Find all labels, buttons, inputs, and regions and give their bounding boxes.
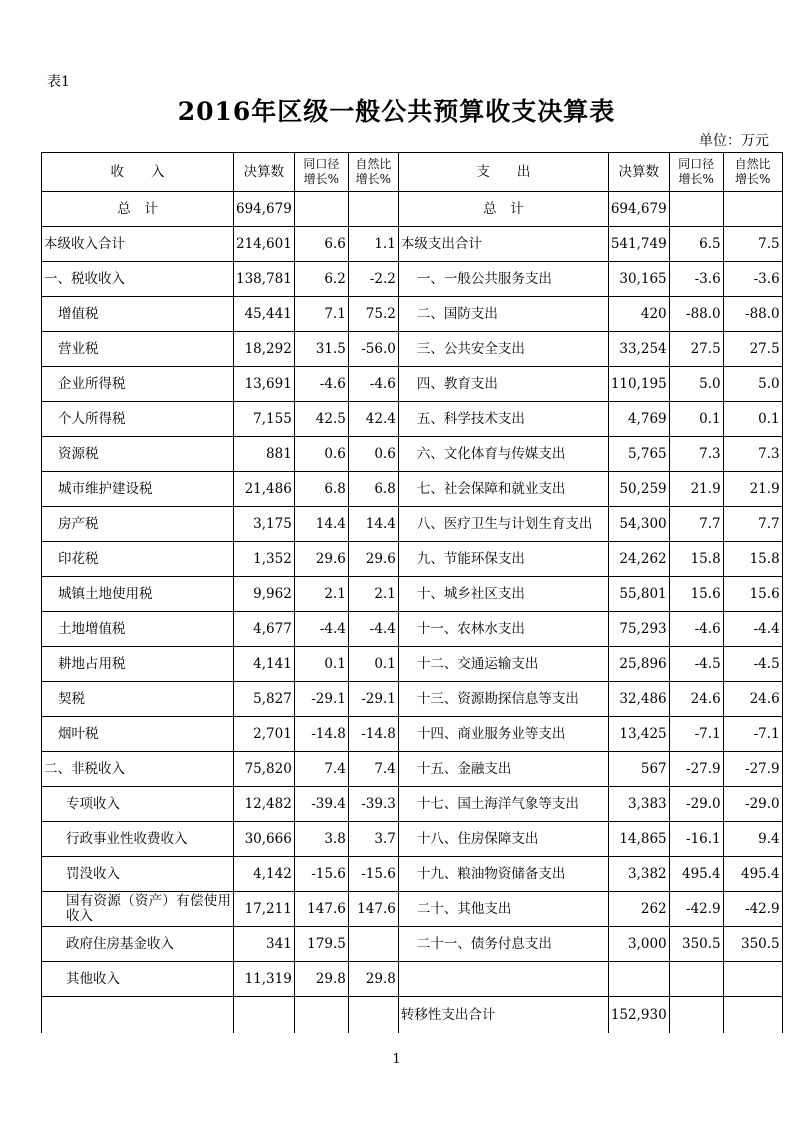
income-same-scope-growth: 2.1 <box>294 577 348 612</box>
income-amount: 5,827 <box>234 682 295 717</box>
expense-amount <box>608 962 669 997</box>
income-same-scope-growth: 0.1 <box>294 647 348 682</box>
table-row <box>42 787 783 822</box>
expense-same-scope-growth: -42.9 <box>669 892 723 927</box>
income-same-scope-growth <box>294 997 348 1034</box>
expense-amount: 50,259 <box>608 472 669 507</box>
expense-natural-growth: -7.1 <box>723 717 782 752</box>
expense-header: 支 出 <box>398 153 608 192</box>
expense-amount: 5,765 <box>608 437 669 472</box>
income-same-scope-growth: -4.6 <box>294 367 348 402</box>
income-amount: 4,142 <box>234 857 295 892</box>
expense-same-scope-growth: -88.0 <box>669 297 723 332</box>
expense-amount-header: 决算数 <box>608 153 669 192</box>
income-amount: 13,691 <box>234 367 295 402</box>
expense-amount: 3,382 <box>608 857 669 892</box>
income-amount: 4,141 <box>234 647 295 682</box>
expense-amount: 33,254 <box>608 332 669 367</box>
income-natural-growth: 3.7 <box>348 822 398 857</box>
expense-amount: 420 <box>608 297 669 332</box>
table-row <box>42 752 783 787</box>
expense-item-label: 四、教育支出 <box>398 367 608 402</box>
income-item-label: 行政事业性收费收入 <box>42 822 234 857</box>
income-natural-growth: 29.8 <box>348 962 398 997</box>
page-number: 1 <box>392 1052 401 1067</box>
income-natural-growth: 42.4 <box>348 402 398 437</box>
expense-amount: 14,865 <box>608 822 669 857</box>
income-amount: 45,441 <box>234 297 295 332</box>
income-natural-growth: 0.6 <box>348 437 398 472</box>
expense-same-scope-growth: 350.5 <box>669 927 723 962</box>
expense-item-label: 转移性支出合计 <box>398 997 608 1034</box>
income-amount <box>234 997 295 1034</box>
income-natural-growth: 1.1 <box>348 227 398 262</box>
table-row <box>42 612 783 647</box>
income-item-label: 罚没收入 <box>42 857 234 892</box>
income-natural-growth: -39.3 <box>348 787 398 822</box>
income-same-scope-growth: -29.1 <box>294 682 348 717</box>
expense-natural-growth: 7.5 <box>723 227 782 262</box>
income-item-label: 政府住房基金收入 <box>42 927 234 962</box>
income-amount: 7,155 <box>234 402 295 437</box>
expense-natural-growth: 15.6 <box>723 577 782 612</box>
expense-item-label: 二、国防支出 <box>398 297 608 332</box>
expense-natural-growth: 15.8 <box>723 542 782 577</box>
income-same-scope-growth: 42.5 <box>294 402 348 437</box>
expense-same-scope-growth: 21.9 <box>669 472 723 507</box>
expense-same-scope-growth: -16.1 <box>669 822 723 857</box>
expense-item-label: 二十、其他支出 <box>398 892 608 927</box>
expense-amount: 24,262 <box>608 542 669 577</box>
expense-amount: 55,801 <box>608 577 669 612</box>
expense-same-scope-growth: 7.7 <box>669 507 723 542</box>
expense-amount: 4,769 <box>608 402 669 437</box>
income-natural-growth: -4.6 <box>348 367 398 402</box>
expense-natural-growth: -3.6 <box>723 262 782 297</box>
table-row <box>42 367 783 402</box>
income-same-scope-growth: -15.6 <box>294 857 348 892</box>
income-item-label: 一、税收收入 <box>42 262 234 297</box>
expense-amount: 110,195 <box>608 367 669 402</box>
expense-natural-growth: 27.5 <box>723 332 782 367</box>
expense-total-amount: 694,679 <box>608 192 669 227</box>
table-row <box>42 647 783 682</box>
budget-table <box>41 152 783 1033</box>
expense-item-label: 十二、交通运输支出 <box>398 647 608 682</box>
income-natural-growth: 75.2 <box>348 297 398 332</box>
income-natural-growth: 7.4 <box>348 752 398 787</box>
expense-natural-growth <box>723 962 782 997</box>
income-same-scope-growth: 6.8 <box>294 472 348 507</box>
income-amount: 11,319 <box>234 962 295 997</box>
expense-same-scope-growth: -7.1 <box>669 717 723 752</box>
income-amount: 341 <box>234 927 295 962</box>
expense-natural-growth: -29.0 <box>723 787 782 822</box>
expense-item-label: 二十一、债务付息支出 <box>398 927 608 962</box>
expense-natural-growth: 350.5 <box>723 927 782 962</box>
income-amount: 18,292 <box>234 332 295 367</box>
income-same-scope-growth: 14.4 <box>294 507 348 542</box>
income-same-scope-growth: -39.4 <box>294 787 348 822</box>
income-natural-growth: 2.1 <box>348 577 398 612</box>
expense-item-label <box>398 962 608 997</box>
unit-label: 单位：万元 <box>699 133 769 149</box>
table-row <box>42 507 783 542</box>
income-amount: 9,962 <box>234 577 295 612</box>
expense-same-scope-growth: -29.0 <box>669 787 723 822</box>
expense-natural-growth: 7.7 <box>723 507 782 542</box>
table-row <box>42 857 783 892</box>
expense-amount: 3,383 <box>608 787 669 822</box>
income-item-label: 增值税 <box>42 297 234 332</box>
income-same-scope-growth: 31.5 <box>294 332 348 367</box>
income-amount: 75,820 <box>234 752 295 787</box>
expense-natural-growth: 9.4 <box>723 822 782 857</box>
income-amount: 138,781 <box>234 262 295 297</box>
income-amount: 3,175 <box>234 507 295 542</box>
expense-same-scope-growth: 5.0 <box>669 367 723 402</box>
expense-same-scope-growth: 15.8 <box>669 542 723 577</box>
expense-item-label: 三、公共安全支出 <box>398 332 608 367</box>
income-item-label: 二、非税收入 <box>42 752 234 787</box>
income-natural-growth: -29.1 <box>348 682 398 717</box>
expense-natural-growth: -42.9 <box>723 892 782 927</box>
expense-natural-growth <box>723 997 782 1034</box>
expense-same-scope-growth: 15.6 <box>669 577 723 612</box>
table-tag: 表1 <box>47 74 70 90</box>
income-same-scope-header: 同口径 增长% <box>294 153 348 192</box>
income-item-label: 营业税 <box>42 332 234 367</box>
expense-same-scope-growth <box>669 997 723 1034</box>
income-same-scope-growth: 0.6 <box>294 437 348 472</box>
expense-item-label: 八、医疗卫生与计划生育支出 <box>398 507 608 542</box>
income-same-scope-growth: 6.6 <box>294 227 348 262</box>
expense-item-label: 十七、国土海洋气象等支出 <box>398 787 608 822</box>
income-natural-growth <box>348 997 398 1034</box>
table-row <box>42 437 783 472</box>
income-amount: 1,352 <box>234 542 295 577</box>
expense-amount: 32,486 <box>608 682 669 717</box>
income-amount: 214,601 <box>234 227 295 262</box>
income-same-scope-growth: 147.6 <box>294 892 348 927</box>
income-natural-growth: 14.4 <box>348 507 398 542</box>
income-item-label: 契税 <box>42 682 234 717</box>
expense-amount: 567 <box>608 752 669 787</box>
income-amount: 2,701 <box>234 717 295 752</box>
table-row <box>42 332 783 367</box>
income-natural-growth: -4.4 <box>348 612 398 647</box>
income-item-label: 其他收入 <box>42 962 234 997</box>
expense-same-scope-growth <box>669 962 723 997</box>
income-amount: 12,482 <box>234 787 295 822</box>
expense-amount: 262 <box>608 892 669 927</box>
expense-natural-growth: 495.4 <box>723 857 782 892</box>
income-same-scope-growth: 7.4 <box>294 752 348 787</box>
table-row <box>42 717 783 752</box>
table-row <box>42 227 783 262</box>
table-row <box>42 822 783 857</box>
income-amount: 881 <box>234 437 295 472</box>
income-amount: 30,666 <box>234 822 295 857</box>
expense-same-scope-growth: 6.5 <box>669 227 723 262</box>
income-item-label: 个人所得税 <box>42 402 234 437</box>
expense-amount: 541,749 <box>608 227 669 262</box>
expense-item-label: 十八、住房保障支出 <box>398 822 608 857</box>
table-row <box>42 577 783 612</box>
expense-same-scope-growth: 495.4 <box>669 857 723 892</box>
income-item-label: 城市维护建设税 <box>42 472 234 507</box>
expense-same-scope-growth: -3.6 <box>669 262 723 297</box>
income-natural-growth: 0.1 <box>348 647 398 682</box>
income-natural-growth: 147.6 <box>348 892 398 927</box>
expense-natural-growth: 7.3 <box>723 437 782 472</box>
income-amount: 4,677 <box>234 612 295 647</box>
expense-natural-growth: 24.6 <box>723 682 782 717</box>
income-natural-growth <box>348 927 398 962</box>
expense-item-label: 十九、粮油物资储备支出 <box>398 857 608 892</box>
expense-same-scope-header: 同口径 增长% <box>669 153 723 192</box>
table-row <box>42 962 783 997</box>
expense-item-label: 十四、商业服务业等支出 <box>398 717 608 752</box>
expense-item-label: 一、一般公共服务支出 <box>398 262 608 297</box>
expense-total-label: 总 计 <box>398 192 608 227</box>
table-row <box>42 927 783 962</box>
income-item-label <box>42 997 234 1034</box>
income-item-label: 资源税 <box>42 437 234 472</box>
income-natural-growth: -15.6 <box>348 857 398 892</box>
income-item-label: 房产税 <box>42 507 234 542</box>
expense-item-label: 六、文化体育与传媒支出 <box>398 437 608 472</box>
expense-same-scope-growth: -27.9 <box>669 752 723 787</box>
expense-item-label: 本级支出合计 <box>398 227 608 262</box>
income-natural-growth: -2.2 <box>348 262 398 297</box>
income-amount: 17,211 <box>234 892 295 927</box>
header-row <box>42 153 783 192</box>
income-natural-growth: -14.8 <box>348 717 398 752</box>
expense-natural-growth: 0.1 <box>723 402 782 437</box>
table-row <box>42 542 783 577</box>
income-same-scope-growth: -4.4 <box>294 612 348 647</box>
table-row <box>42 997 783 1034</box>
expense-amount: 30,165 <box>608 262 669 297</box>
expense-amount: 54,300 <box>608 507 669 542</box>
table-row <box>42 472 783 507</box>
income-same-scope-growth: 29.8 <box>294 962 348 997</box>
expense-item-label: 十三、资源勘探信息等支出 <box>398 682 608 717</box>
page-title: 2016年区级一般公共预算收支决算表 <box>177 97 616 126</box>
income-amount-header: 决算数 <box>234 153 295 192</box>
income-natural-growth: 29.6 <box>348 542 398 577</box>
income-same-scope-growth: 179.5 <box>294 927 348 962</box>
income-item-label: 国有资源（资产）有偿使用收入 <box>42 892 234 927</box>
expense-natural-growth: 5.0 <box>723 367 782 402</box>
expense-amount: 25,896 <box>608 647 669 682</box>
expense-same-scope-growth: 24.6 <box>669 682 723 717</box>
expense-natural-growth: -4.4 <box>723 612 782 647</box>
expense-natural-growth: -4.5 <box>723 647 782 682</box>
table-row <box>42 297 783 332</box>
expense-natural-growth: -27.9 <box>723 752 782 787</box>
table-row <box>42 892 783 927</box>
income-same-scope-growth: 6.2 <box>294 262 348 297</box>
income-natural-growth: 6.8 <box>348 472 398 507</box>
expense-natural-growth: -88.0 <box>723 297 782 332</box>
total-row <box>42 192 783 227</box>
table-row <box>42 262 783 297</box>
expense-item-label: 十一、农林水支出 <box>398 612 608 647</box>
expense-amount: 152,930 <box>608 997 669 1034</box>
income-item-label: 烟叶税 <box>42 717 234 752</box>
income-item-label: 专项收入 <box>42 787 234 822</box>
expense-item-label: 五、科学技术支出 <box>398 402 608 437</box>
expense-same-scope-growth: 7.3 <box>669 437 723 472</box>
income-same-scope-growth: 29.6 <box>294 542 348 577</box>
income-same-scope-growth: 3.8 <box>294 822 348 857</box>
income-item-label: 印花税 <box>42 542 234 577</box>
income-same-scope-growth: -14.8 <box>294 717 348 752</box>
income-item-label: 企业所得税 <box>42 367 234 402</box>
expense-natural-growth: 21.9 <box>723 472 782 507</box>
table-row <box>42 402 783 437</box>
expense-amount: 75,293 <box>608 612 669 647</box>
income-natural-growth: -56.0 <box>348 332 398 367</box>
income-natural-header: 自然比 增长% <box>348 153 398 192</box>
table-row <box>42 682 783 717</box>
expense-same-scope-growth: 27.5 <box>669 332 723 367</box>
expense-item-label: 十、城乡社区支出 <box>398 577 608 612</box>
income-header: 收 入 <box>42 153 234 192</box>
expense-item-label: 七、社会保障和就业支出 <box>398 472 608 507</box>
income-total-label: 总 计 <box>42 192 234 227</box>
expense-same-scope-growth: -4.5 <box>669 647 723 682</box>
income-item-label: 耕地占用税 <box>42 647 234 682</box>
expense-item-label: 九、节能环保支出 <box>398 542 608 577</box>
expense-natural-header: 自然比 增长% <box>723 153 782 192</box>
income-item-label: 土地增值税 <box>42 612 234 647</box>
income-item-label: 本级收入合计 <box>42 227 234 262</box>
income-item-label: 城镇土地使用税 <box>42 577 234 612</box>
income-total-amount: 694,679 <box>234 192 295 227</box>
expense-item-label: 十五、金融支出 <box>398 752 608 787</box>
income-amount: 21,486 <box>234 472 295 507</box>
expense-amount: 13,425 <box>608 717 669 752</box>
income-same-scope-growth: 7.1 <box>294 297 348 332</box>
expense-same-scope-growth: -4.6 <box>669 612 723 647</box>
expense-same-scope-growth: 0.1 <box>669 402 723 437</box>
expense-amount: 3,000 <box>608 927 669 962</box>
